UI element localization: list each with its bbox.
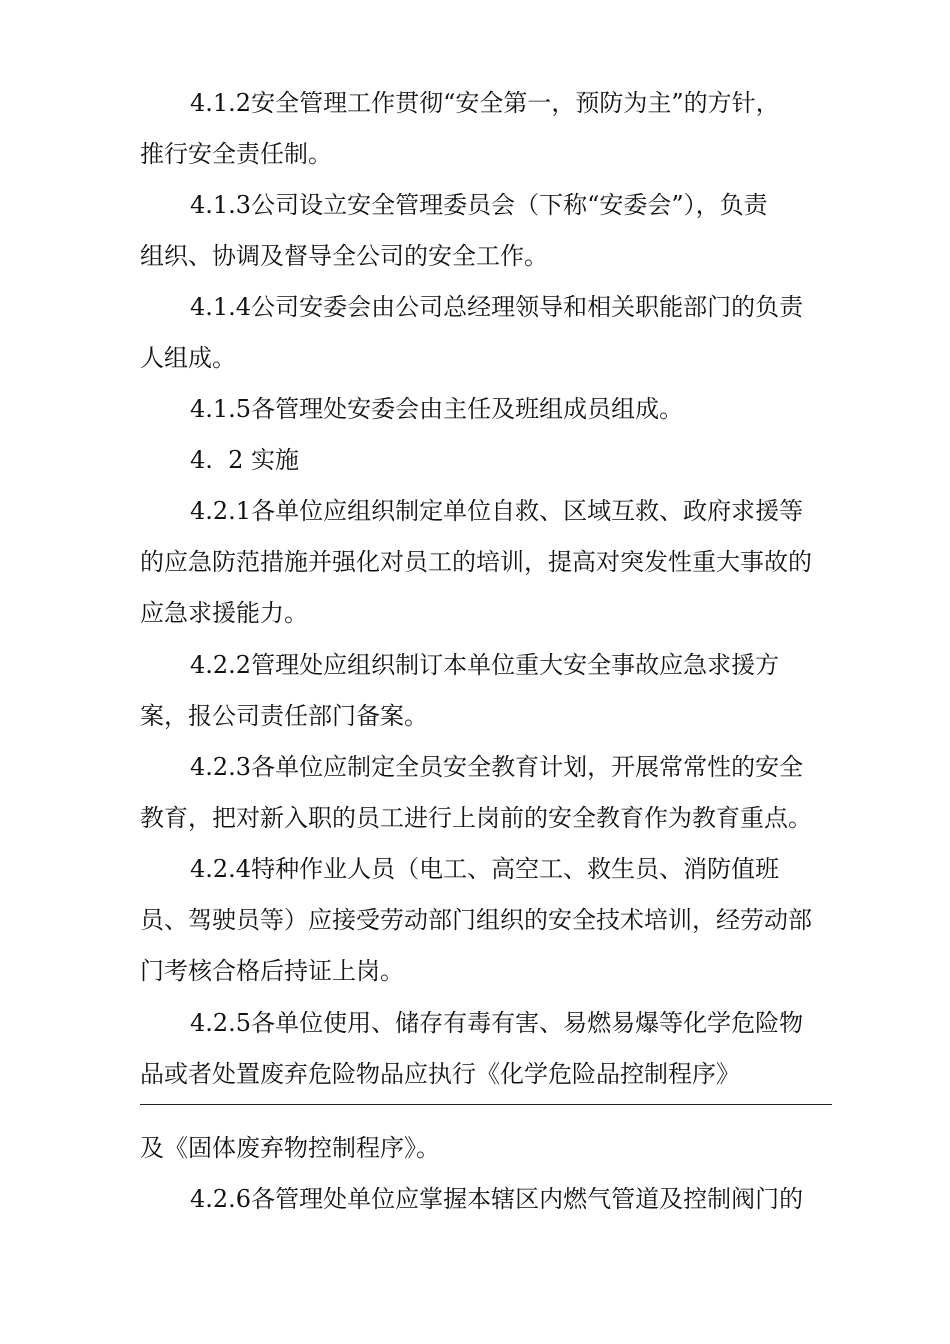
paragraph-4-2-1 (140, 486, 830, 639)
paragraph-line: 门考核合格后持证上岗。 (140, 957, 404, 985)
paragraph-line: 4.1.2安全管理工作贯彻“安全第一，预防为主”的方针， (190, 89, 780, 117)
paragraph-line: 4.1.5各管理处安委会由主任及班组成员组成。 (190, 395, 684, 423)
paragraph-4-2-2 (140, 640, 830, 742)
paragraph-line: 推行安全责任制。 (140, 140, 332, 168)
paragraph-4-2-4 (140, 844, 830, 997)
paragraph-line: 4.2.6各管理处单位应掌握本辖区内燃气管道及控制阀门的 (190, 1185, 804, 1213)
paragraph-line: 教育，把对新入职的员工进行上岗前的安全教育作为教育重点。 (140, 804, 812, 832)
paragraph-4-1-2 (140, 78, 830, 180)
paragraph-4-2-3 (140, 742, 830, 844)
paragraph-line: 品或者处置废弃危险物品应执行《化学危险品控制程序》 (140, 1060, 740, 1088)
section-heading-4-2 (140, 435, 830, 486)
paragraph-4-2-5-continued (140, 1123, 830, 1174)
paragraph-line: 4.2.5各单位使用、储存有毒有害、易燃易爆等化学危险物 (190, 1009, 804, 1037)
paragraph-line: 4.1.3公司设立安全管理委员会（下称“安委会”），负责 (190, 191, 768, 219)
paragraph-line: 4.1.4公司安委会由公司总经理领导和相关职能部门的负责 (190, 293, 804, 321)
paragraph-line: 4.2.2管理处应组织制订本单位重大安全事故应急求援方 (190, 651, 780, 679)
paragraph-line: 及《固体废弃物控制程序》。 (140, 1134, 440, 1162)
paragraph-line: 员、驾驶员等）应接受劳动部门组织的安全技术培训，经劳动部 (140, 906, 812, 934)
paragraph-4-1-5 (140, 384, 830, 435)
paragraph-line: 案，报公司责任部门备案。 (140, 702, 428, 730)
section-heading: 4. 2 实施 (190, 446, 300, 474)
paragraph-line: 4.2.1各单位应组织制定单位自救、区域互救、政府求援等 (190, 497, 804, 525)
paragraph-line: 人组成。 (140, 344, 236, 372)
page-break-rule (140, 1104, 832, 1105)
paragraph-line: 应急求援能力。 (140, 599, 308, 627)
paragraph-line: 组织、协调及督导全公司的安全工作。 (140, 242, 548, 270)
paragraph-line: 的应急防范措施并强化对员工的培训，提高对突发性重大事故的 (140, 548, 812, 576)
paragraph-line: 4.2.4特种作业人员（电工、高空工、救生员、消防值班 (190, 855, 780, 883)
paragraph-4-2-6 (140, 1174, 830, 1225)
paragraph-4-2-5 (140, 998, 830, 1100)
paragraph-line: 4.2.3各单位应制定全员安全教育计划，开展常常性的安全 (190, 753, 804, 781)
paragraph-4-1-3 (140, 180, 830, 282)
paragraph-4-1-4 (140, 282, 830, 384)
